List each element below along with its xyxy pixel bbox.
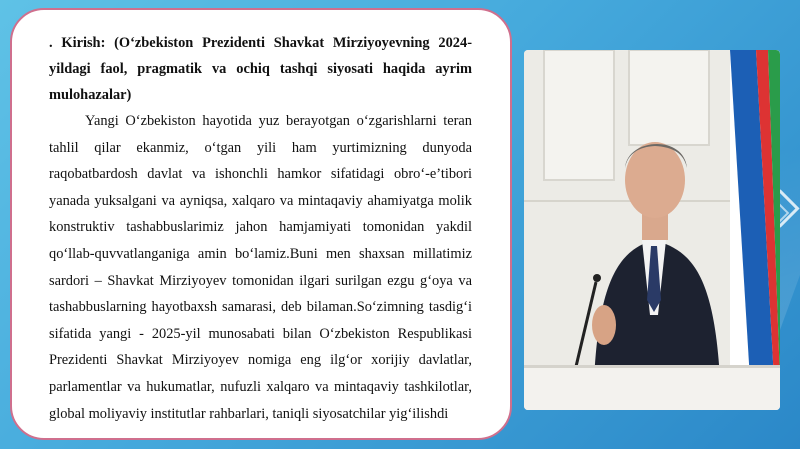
article-heading: . Kirish: (O‘zbekiston Prezidenti Shavkat Mirziyoyevning 2024-yildagi faol, pragmatik va ochiq tashqi siyosati haqida ayrim mulohazalar) — [49, 35, 472, 103]
article-card — [10, 8, 512, 440]
president-photo — [524, 50, 780, 410]
article-body: Yangi O‘zbekiston hayotida yuz berayotgan o‘zgarishlarni teran tahlil qilar ekanmiz, o‘tgan yili ham yurtimizning dunyoda raqobatbardosh davlat va ishonchli hamkor sifatidagi obro‘-e’tibori yanada yuksalgani va ayniqsa, xalqaro va mintaqaviy ahamiyatga molik konstruktiv tashabbuslarimiz jahon hamjamiyati tomonidan yakdil qo‘llab-quvvatlanganiga amin bo‘lamiz.Buni men shaxsan millatimiz sardori – Shavkat Mirziyoyev tomonidan ilgari surilgan ezgu g‘oya va tashabbuslarning hayotbaxsh samarasi, deb bilaman.So‘zimning tasdig‘i sifatida yangi - 2025-yil munosabati bilan O‘zbekiston Respublikasi Prezidenti Shavkat Mirziyoyev nomiga eng ilg‘or xorijiy davlatlar, parlamentlar va hukumatlar, nufuzli xalqaro va mintaqaviy tashkilotlar, global moliyaviy institutlar rahbarlari, taniqli siyosatchilar yig‘ilishdi — [49, 113, 472, 422]
